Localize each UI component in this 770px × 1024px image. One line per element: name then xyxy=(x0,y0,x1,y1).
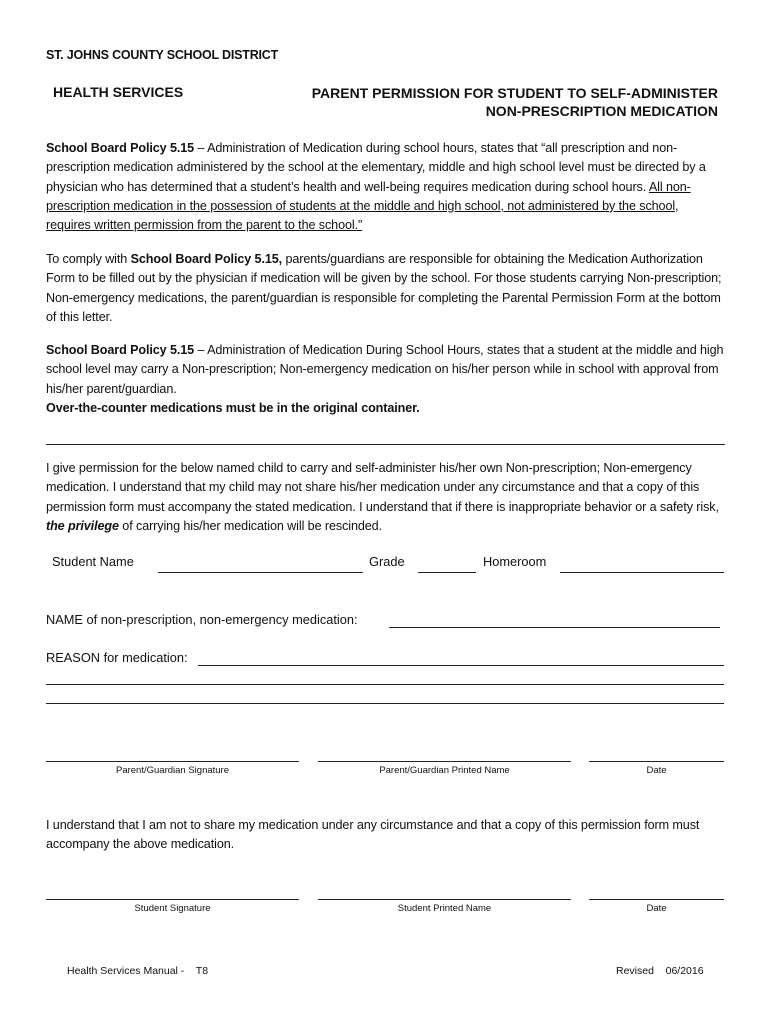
form-title-line2: NON-PRESCRIPTION MEDICATION xyxy=(485,103,718,119)
student-date-caption: Date xyxy=(646,903,667,914)
student-name-field[interactable] xyxy=(158,572,363,573)
parent-signature-field[interactable] xyxy=(46,761,299,762)
policy-text: – Administration of Medication during school hours, states that “all prescription and non-prescription medication administered by the school at the elementary, middle and high school level must be directed by a physician who has determined that a student’s health and well-being requires medication during school hours. xyxy=(46,141,706,194)
student-date-field[interactable] xyxy=(589,899,724,900)
medication-name-field[interactable] xyxy=(389,627,720,628)
department-label: HEALTH SERVICES xyxy=(53,84,184,100)
reason-field-line-3[interactable] xyxy=(46,703,724,704)
student-signature-caption: Student Signature xyxy=(134,903,211,914)
container-note: Over-the-counter medications must be in the original container. xyxy=(46,400,420,415)
footer-revised: Revised 06/2016 xyxy=(616,965,704,977)
permission-text-a: I give permission for the below named child to carry and self-administer his/her own Non-prescription; Non-emergency medication. I understand that my child may not share his/her medication under any circumstance and that a copy of this permission form must accompany the stated medication. I understand that if there is inappropriate behavior or a safety risk, xyxy=(46,461,719,514)
reason-label: REASON for medication: xyxy=(46,650,188,665)
policy-text: – Administration of Medication During School Hours, states that a student at the middle and high school level may carry a Non-prescription; Non-emergency medication on his/her person while in school with approval from his/her parent/guardian. xyxy=(46,343,724,396)
reason-field-line-1[interactable] xyxy=(198,665,724,666)
student-printed-name-caption: Student Printed Name xyxy=(397,903,492,914)
student-printed-name-field[interactable] xyxy=(318,899,571,900)
policy-reference: School Board Policy 5.15, xyxy=(130,252,283,266)
student-statement: I understand that I am not to share my medication under any circumstance and that a copy of this permission form must accompany the above medication. xyxy=(46,818,700,852)
district-name: ST. JOHNS COUNTY SCHOOL DISTRICT xyxy=(46,48,279,62)
parent-date-field[interactable] xyxy=(589,761,724,762)
policy-underlined-text: All non-prescription medication in the possession of students at the middle and high school, not administered by the school, requires written permission from the parent to the school.” xyxy=(46,179,691,233)
grade-label: Grade xyxy=(369,554,405,569)
permission-paragraph xyxy=(46,459,726,536)
section-divider xyxy=(46,444,725,445)
policy-paragraph-2 xyxy=(46,341,726,418)
parent-printed-name-field[interactable] xyxy=(318,761,571,762)
parent-date-caption: Date xyxy=(646,765,667,776)
footer-manual: Health Services Manual - T8 xyxy=(67,965,209,977)
permission-text-b: of carrying his/her medication will be rescinded. xyxy=(118,518,382,533)
compliance-paragraph xyxy=(46,250,726,327)
medication-name-label: NAME of non-prescription, non-emergency medication: xyxy=(46,612,358,627)
policy-reference: School Board Policy 5.15 xyxy=(46,343,195,357)
form-title-line1: PARENT PERMISSION FOR STUDENT TO SELF-ADMINISTER xyxy=(311,85,718,101)
student-signature-field[interactable] xyxy=(46,899,299,900)
parent-signature-caption: Parent/Guardian Signature xyxy=(115,765,230,776)
privilege-emphasis: the privilege xyxy=(46,518,119,533)
grade-field[interactable] xyxy=(418,572,476,573)
policy-paragraph-1 xyxy=(46,139,726,235)
compliance-text-a: To comply with xyxy=(46,252,131,266)
compliance-text-b: parents/guardians are responsible for obtaining the Medication Authorization Form to be filled out by the physician if medication will be given by the school. For those students carrying Non-prescription; Non-emergency medications, the parent/guardian is responsible for completing the Parental Permission Form at the bottom of this letter. xyxy=(46,252,722,324)
homeroom-label: Homeroom xyxy=(483,554,547,569)
parent-printed-name-caption: Parent/Guardian Printed Name xyxy=(379,765,510,776)
form-title xyxy=(312,84,718,120)
policy-reference: School Board Policy 5.15 xyxy=(46,141,195,155)
homeroom-field[interactable] xyxy=(560,572,724,573)
student-name-label: Student Name xyxy=(52,554,134,569)
reason-field-line-2[interactable] xyxy=(46,684,724,685)
